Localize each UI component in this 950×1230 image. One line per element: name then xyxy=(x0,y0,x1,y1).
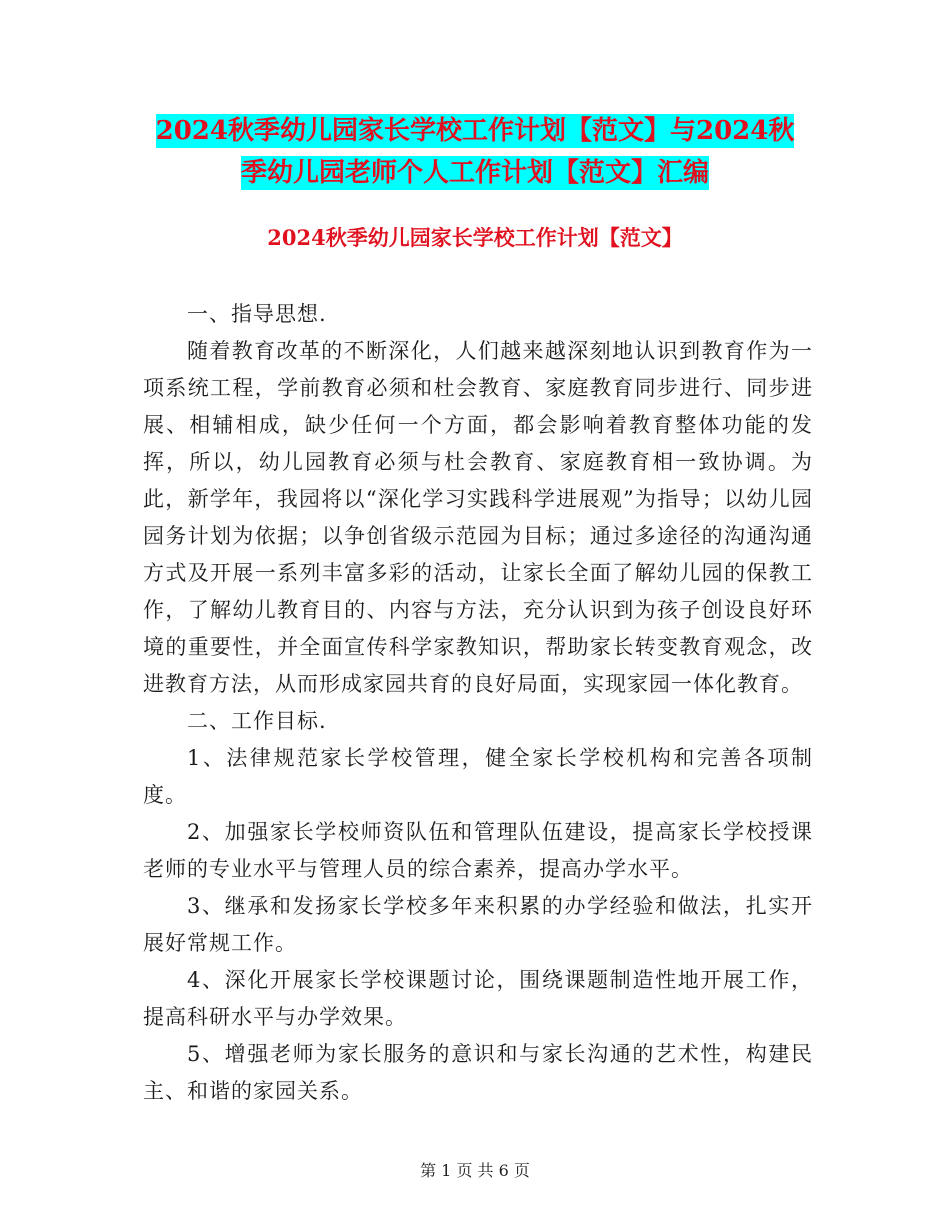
section-title: 2024秋季幼儿园家长学校工作计划【范文】 xyxy=(267,225,683,250)
document-title xyxy=(0,110,950,194)
page-number-footer: 第 1 页 共 6 页 xyxy=(420,1161,530,1180)
paragraph-guiding-thought: 随着教育改革的不断深化，人们越来越深刻地认识到教育作为一项系统工程，学前教育必须和杜会教育、家庭教育同步进行、同步进展、相辅相成，缺少任何一个方面，都会影响着教育整体功能的发挥，所以，幼儿园教育必须与杜会教育、家庭教育相一致协调。为此，新学年，我园将以“深化学习实践科学进展观”为指导；以幼儿园园务计划为依据；以争创省级示范园为目标；通过多途径的沟通沟通方式及开展一系列丰富多彩的活动，让家长全面了解幼儿园的保教工作，了解幼儿教育目的、内容与方法，充分认识到为孩子创设良好环境的重要性，并全面宣传科学家教知识，帮助家长转变教育观念，改进教育方法，从而形成家园共育的良好局面，实现家园一体化教育。 xyxy=(143,339,813,696)
goal-item-1: 1、法律规范家长学校管理，健全家长学校机构和完善各项制度。 xyxy=(143,746,813,807)
document-title-line1: 2024秋季幼儿园家长学校工作计划【范文】与2024秋 xyxy=(155,116,795,146)
goal-item-2: 2、加强家长学校师资队伍和管理队伍建设，提高家长学校授课老师的专业水平与管理人员的综合素养，提高办学水平。 xyxy=(143,820,813,881)
goal-item-5: 5、增强老师为家长服务的意识和与家长沟通的艺术性，构建民主、和谐的家园关系。 xyxy=(143,1042,813,1103)
document-body xyxy=(143,296,813,1110)
goal-item-4: 4、深化开展家长学校课题讨论，围绕课题制造性地开展工作，提高科研水平与办学效果。 xyxy=(143,968,813,1029)
document-title-line2: 季幼儿园老师个人工作计划【范文】汇编 xyxy=(240,158,709,188)
heading-guiding-thought: 一、指导思想. xyxy=(187,302,327,326)
goal-item-3: 3、继承和发扬家长学校多年来积累的办学经验和做法，扎实开展好常规工作。 xyxy=(143,894,813,955)
heading-work-goals: 二、工作目标. xyxy=(187,709,327,733)
